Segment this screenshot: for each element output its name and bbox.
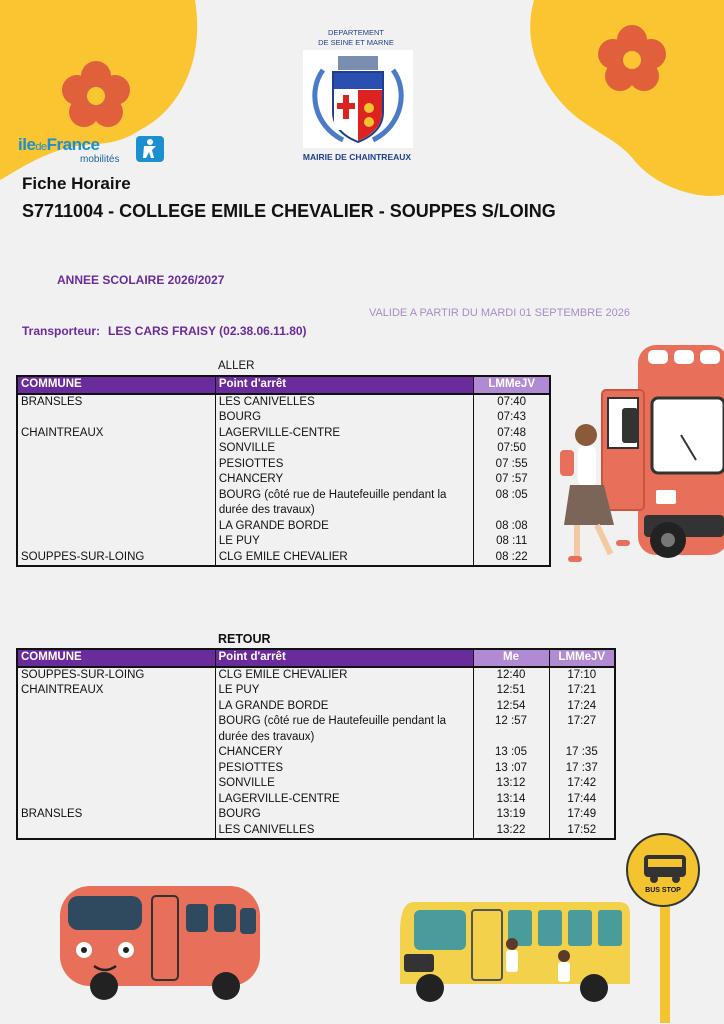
point-cell: PESIOTTES [215, 761, 473, 777]
commune-cell [17, 457, 215, 473]
commune-cell [17, 472, 215, 488]
time-cell: 07 :55 [474, 457, 550, 473]
time-cell: 07:48 [474, 426, 550, 442]
table-row [17, 394, 550, 411]
point-header: Point d'arrêt [215, 649, 473, 667]
lmmejv-header: LMMeJV [474, 376, 550, 394]
table-row [17, 534, 550, 550]
school-year: ANNEE SCOLAIRE 2026/2027 [57, 273, 225, 287]
commune-cell [17, 714, 215, 745]
time-cell: 13 :05 [473, 745, 549, 761]
point-cell: CHANCERY [215, 745, 473, 761]
bus-stop-sign [626, 833, 704, 1023]
chaintreaux-coat-of-arms-icon [303, 50, 413, 148]
validity-date: VALIDE A PARTIR DU MARDI 01 SEPTEMBRE 2026 [368, 307, 630, 319]
table-row [17, 776, 615, 792]
table-row [17, 426, 550, 442]
point-cell: SONVILLE [215, 776, 473, 792]
time-cell: 08 :05 [474, 488, 550, 519]
time-cell: 12:51 [473, 683, 549, 699]
commune-cell [17, 761, 215, 777]
table-row [17, 667, 615, 684]
point-cell: LE PUY [215, 683, 473, 699]
table-row [17, 807, 615, 823]
table-row [17, 683, 615, 699]
time-cell: 12 :57 [473, 714, 549, 745]
table-row [17, 550, 550, 567]
page-title: Fiche Horaire [22, 174, 131, 193]
aller-timetable [16, 375, 551, 567]
table-row [17, 488, 550, 519]
time-cell: 08 :11 [474, 534, 550, 550]
time-cell: 17:49 [549, 807, 615, 823]
commune-cell: SOUPPES-SUR-LOING [17, 550, 215, 567]
time-cell: 08 :22 [474, 550, 550, 567]
time-cell: 07:50 [474, 441, 550, 457]
time-cell: 17:24 [549, 699, 615, 715]
point-cell: BOURG (côté rue de Hautefeuille pendant la durée des travaux) [215, 488, 473, 519]
bus-icon [642, 853, 688, 885]
point-cell: BOURG [215, 410, 473, 426]
me-header: Me [473, 649, 549, 667]
table-row [17, 441, 550, 457]
table-row [17, 410, 550, 426]
aller-label: ALLER [218, 360, 255, 372]
time-cell: 17 :37 [549, 761, 615, 777]
time-cell: 17:10 [549, 667, 615, 684]
point-cell: LES CANIVELLES [215, 823, 473, 840]
mairie-label: MAIRIE DE CHAINTREAUX [302, 152, 412, 162]
commune-cell: CHAINTREAUX [17, 426, 215, 442]
point-header: Point d'arrêt [215, 376, 473, 394]
commune-cell [17, 792, 215, 808]
iledefrance-logo: iledeFrance [18, 135, 100, 154]
time-cell: 13:14 [473, 792, 549, 808]
point-cell: LA GRANDE BORDE [215, 699, 473, 715]
time-cell: 08 :08 [474, 519, 550, 535]
point-cell: LA GRANDE BORDE [215, 519, 473, 535]
lmmejv-header: LMMeJV [549, 649, 615, 667]
top-right-flower-decoration [524, 0, 724, 200]
table-row [17, 792, 615, 808]
point-cell: LES CANIVELLES [215, 394, 473, 411]
iledefrance-person-icon [136, 136, 164, 162]
time-cell: 13:19 [473, 807, 549, 823]
line-title: S7711004 - COLLEGE EMILE CHEVALIER - SOUPPES S/LOING [22, 201, 556, 221]
transporteur: Transporteur: LES CARS FRAISY (02.38.06.11.80) [22, 324, 307, 338]
commune-cell [17, 745, 215, 761]
commune-cell [17, 699, 215, 715]
commune-cell [17, 410, 215, 426]
retour-label: RETOUR [218, 632, 271, 646]
department-label: DEPARTEMENT DE SEINE ET MARNE [318, 28, 394, 47]
bus-stop-label: BUS STOP [645, 887, 681, 894]
time-cell: 07:40 [474, 394, 550, 411]
time-cell: 07:43 [474, 410, 550, 426]
commune-cell: BRANSLES [17, 394, 215, 411]
time-cell: 13 :07 [473, 761, 549, 777]
commune-cell: BRANSLES [17, 807, 215, 823]
iledefrance-logo-sub: mobilités [80, 154, 120, 165]
point-cell: CLG EMILE CHEVALIER [215, 667, 473, 684]
time-cell: 17 :35 [549, 745, 615, 761]
bottom-right-yellow-bus-illustration [394, 892, 634, 1004]
time-cell: 12:54 [473, 699, 549, 715]
time-cell: 13:12 [473, 776, 549, 792]
table-row [17, 761, 615, 777]
table-row [17, 714, 615, 745]
point-cell: BOURG (côté rue de Hautefeuille pendant la durée des travaux) [215, 714, 473, 745]
time-cell: 17:21 [549, 683, 615, 699]
time-cell: 07 :57 [474, 472, 550, 488]
point-cell: CLG EMILE CHEVALIER [215, 550, 473, 567]
commune-cell [17, 776, 215, 792]
commune-cell [17, 488, 215, 519]
point-cell: PESIOTTES [215, 457, 473, 473]
time-cell: 17:44 [549, 792, 615, 808]
time-cell: 17:42 [549, 776, 615, 792]
commune-cell: CHAINTREAUX [17, 683, 215, 699]
table-row [17, 519, 550, 535]
retour-header-row [17, 649, 615, 667]
commune-cell [17, 823, 215, 840]
commune-cell [17, 441, 215, 457]
commune-header: COMMUNE [17, 649, 215, 667]
time-cell: 17:52 [549, 823, 615, 840]
point-cell: BOURG [215, 807, 473, 823]
commune-header: COMMUNE [17, 376, 215, 394]
aller-header-row [17, 376, 550, 394]
point-cell: SONVILLE [215, 441, 473, 457]
time-cell: 17:27 [549, 714, 615, 745]
point-cell: CHANCERY [215, 472, 473, 488]
time-cell: 13:22 [473, 823, 549, 840]
point-cell: LAGERVILLE-CENTRE [215, 792, 473, 808]
commune-cell [17, 519, 215, 535]
table-row [17, 745, 615, 761]
point-cell: LE PUY [215, 534, 473, 550]
table-row [17, 457, 550, 473]
table-row [17, 823, 615, 840]
table-row [17, 472, 550, 488]
commune-cell: SOUPPES-SUR-LOING [17, 667, 215, 684]
retour-timetable [16, 648, 616, 840]
commune-cell [17, 534, 215, 550]
bottom-left-bus-illustration [56, 882, 266, 1004]
time-cell: 12:40 [473, 667, 549, 684]
table-row [17, 699, 615, 715]
red-bus-with-student-illustration [556, 340, 724, 570]
point-cell: LAGERVILLE-CENTRE [215, 426, 473, 442]
